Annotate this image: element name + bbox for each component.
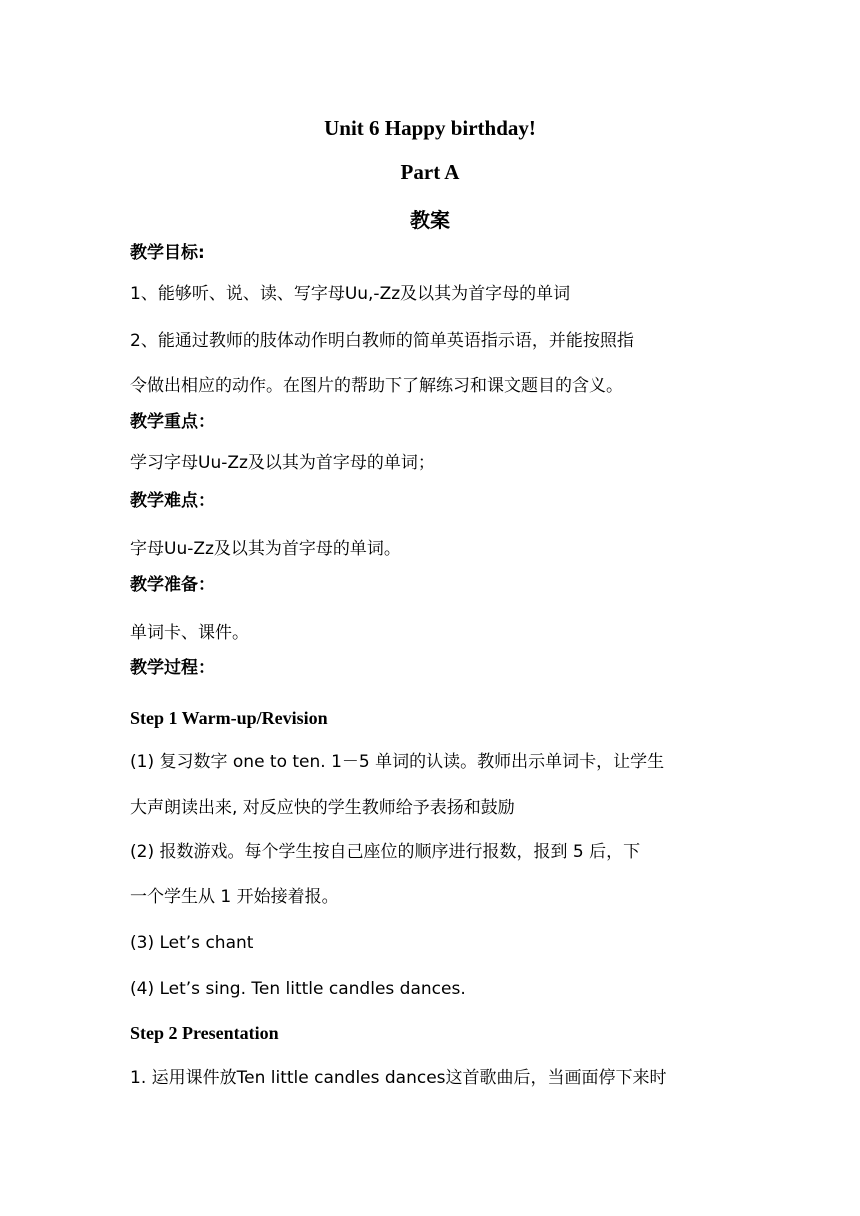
document-subtitle: 教案 <box>410 208 450 232</box>
step-2-item-1: 1. 运用课件放Ten little candles dances这首歌曲后，当画面停下来时 <box>130 1068 667 1088</box>
objective-2-line-1: 2、能通过教师的肢体动作明白教师的简单英语指示语，并能按照指 <box>130 331 634 351</box>
preparation-heading: 教学准备： <box>130 575 215 595</box>
difficulties-heading: 教学难点： <box>130 491 215 511</box>
preparation-text: 单词卡、课件。 <box>130 623 249 643</box>
objectives-heading: 教学目标: <box>130 243 205 263</box>
step-1-item-2-line-1: (2) 报数游戏。每个学生按自己座位的顺序进行报数，报到 5 后，下 <box>130 842 641 862</box>
process-heading: 教学过程： <box>130 658 215 678</box>
step-1-item-3: (3) Let’s chant <box>130 933 254 953</box>
step-1-heading: Step 1 Warm-up/Revision <box>130 708 328 728</box>
step-2-heading: Step 2 Presentation <box>130 1023 279 1043</box>
key-points-text: 学习字母Uu-Zz及以其为首字母的单词； <box>130 453 435 473</box>
step-1-item-1-line-1: (1) 复习数字 one to ten. 1－5 单词的认读。教师出示单词卡，让学生 <box>130 752 665 772</box>
document-part: Part A <box>400 160 460 184</box>
key-points-heading: 教学重点： <box>130 412 215 432</box>
step-1-item-1-line-2: 大声朗读出来, 对反应快的学生教师给予表扬和鼓励 <box>130 798 515 818</box>
difficulties-text: 字母Uu-Zz及以其为首字母的单词。 <box>130 539 401 559</box>
document-title: Unit 6 Happy birthday! <box>324 116 536 140</box>
step-1-item-2-line-2: 一个学生从 1 开始接着报。 <box>130 887 339 907</box>
step-1-item-4: (4) Let’s sing. Ten little candles dances. <box>130 979 466 999</box>
objective-1: 1、能够听、说、读、写字母Uu,-Zz及以其为首字母的单词 <box>130 284 571 304</box>
objective-2-line-2: 令做出相应的动作。在图片的帮助下了解练习和课文题目的含义。 <box>130 376 623 396</box>
